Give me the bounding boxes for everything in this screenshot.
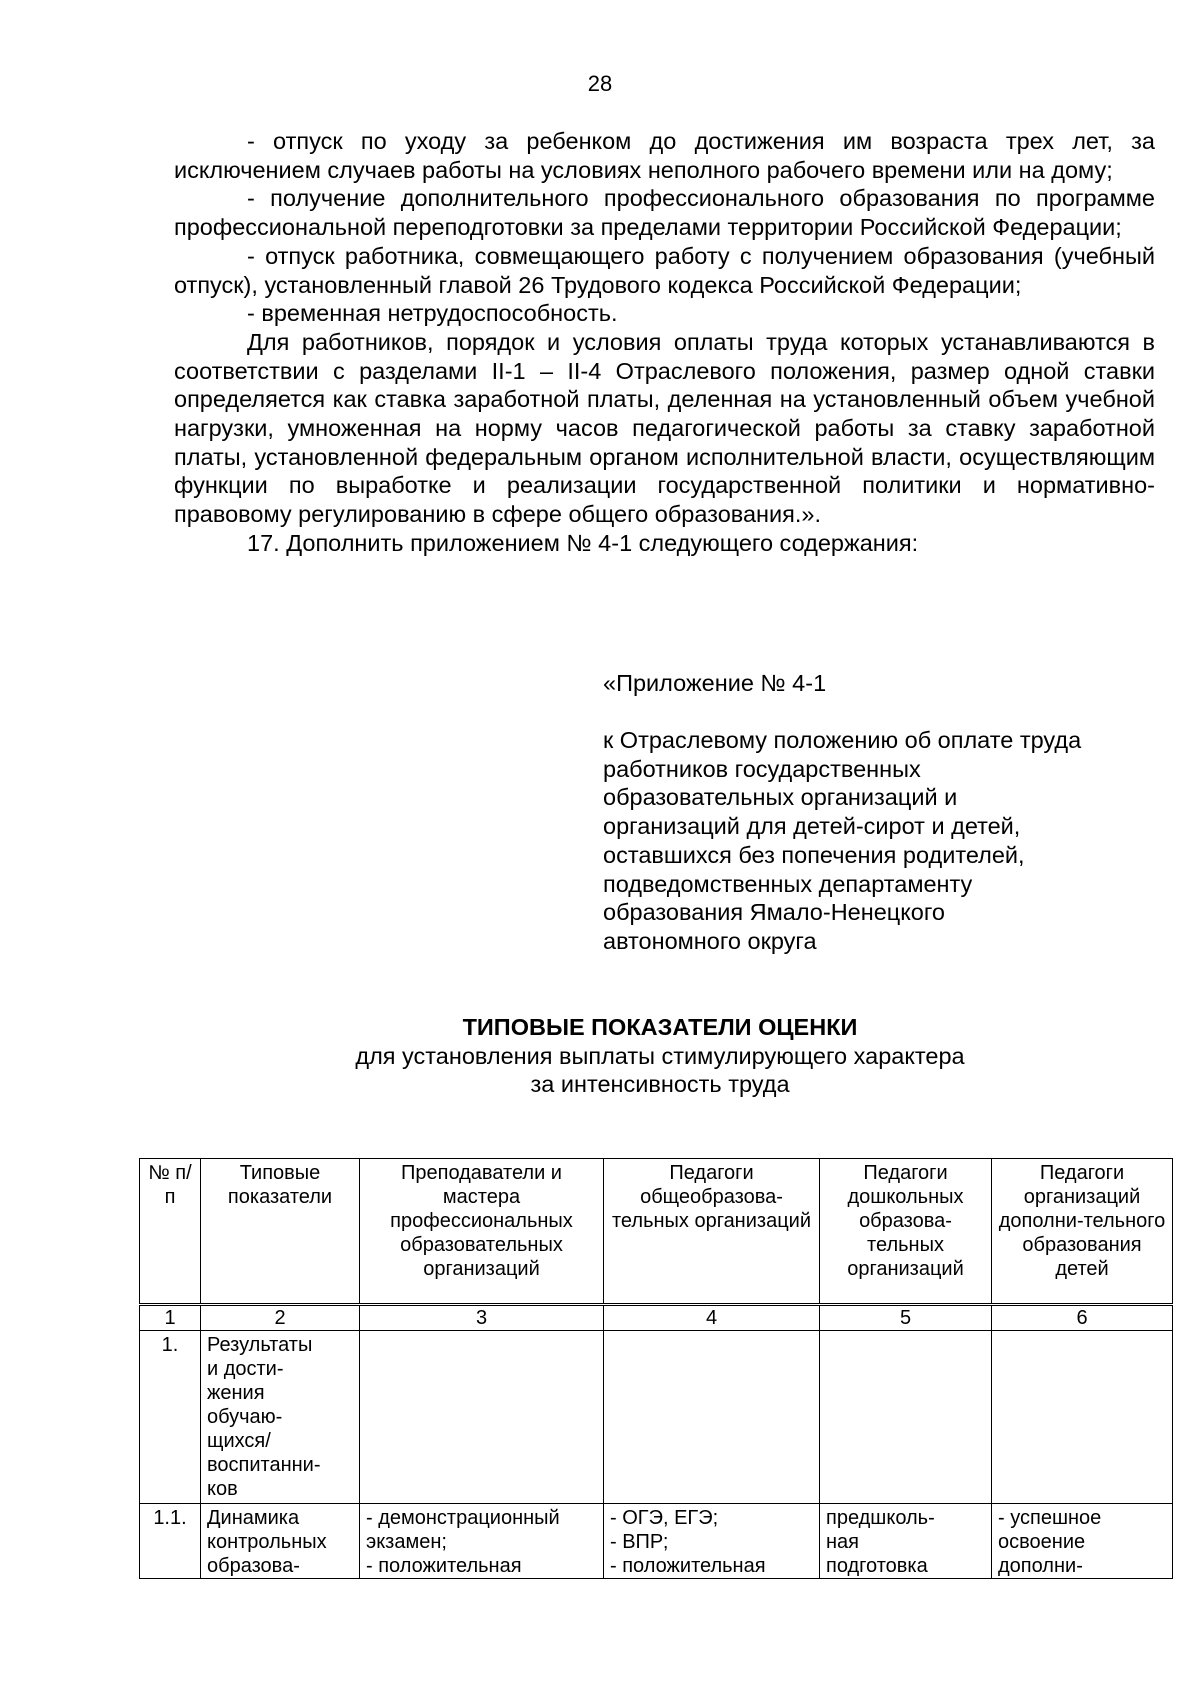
cell-line: - ОГЭ, ЕГЭ; — [610, 1507, 719, 1529]
row-cell-additional — [992, 1504, 1173, 1579]
row-number: 1.1. — [140, 1504, 201, 1579]
paragraph: 17. Дополнить приложением № 4-1 следующего содержания: — [247, 529, 919, 556]
column-number: 2 — [201, 1305, 360, 1331]
paragraph: - временная нетрудоспособность. — [247, 300, 618, 327]
cell-line: экзамен; — [366, 1531, 447, 1553]
cell-line: освоение — [998, 1531, 1086, 1553]
annex-line: работников государственных — [603, 755, 921, 782]
paragraph: Для работников, порядок и условия оплаты труда которых устанавливаются в соответствии с разделами II-1 – II-4 Отраслевого положения, размер одной ставки определяется как ставка заработной платы, деленная на установленный объем учебной нагрузки, умноженная на норму часов педагогической работы за ставку заработной платы, установленной федеральным органом исполнительной власти, осуществляющим функции по выработке и реализации государственной политики и нормативно-правовому регулированию в сфере общего образования.». — [174, 328, 1155, 528]
header-cell-indicators: Типовые показатели — [201, 1159, 360, 1305]
column-number: 4 — [604, 1305, 820, 1331]
paragraph: - получение дополнительного профессионального образования по программе профессиональной переподготовки за пределами территории Российской Федерации; — [174, 185, 1155, 241]
annex-line: подведомственных департаменту — [603, 870, 973, 897]
row-cell-empty — [992, 1331, 1173, 1504]
header-cell-teachers-preschool: Педагоги дошкольных образова-тельных организаций — [820, 1159, 992, 1305]
cell-line: - положительная — [366, 1555, 522, 1577]
row-number: 1. — [140, 1331, 201, 1504]
cell-line: образова- — [207, 1555, 300, 1577]
row-cell-vocational — [360, 1504, 604, 1579]
annex-line: образования Ямало-Ненецкого — [603, 899, 945, 926]
cell-line: жения — [207, 1382, 265, 1404]
cell-line: и дости- — [207, 1358, 284, 1380]
cell-line: ков — [207, 1478, 238, 1500]
column-number: 5 — [820, 1305, 992, 1331]
cell-line: воспитанни- — [207, 1454, 321, 1476]
annex-line: автономного округа — [603, 927, 817, 954]
heading-subtitle: за интенсивность труда — [530, 1071, 790, 1097]
cell-line: Результаты — [207, 1334, 313, 1356]
table-heading — [0, 1013, 1200, 1099]
column-number: 6 — [992, 1305, 1173, 1331]
cell-line: - положительная — [610, 1555, 766, 1577]
cell-line: - демонстрационный — [366, 1507, 560, 1529]
page-number: 28 — [587, 71, 613, 96]
cell-line: ная — [826, 1531, 859, 1553]
annex-line: организаций для детей-сирот и детей, — [603, 813, 1021, 840]
annex-body — [603, 726, 1163, 956]
cell-line: - успешное — [998, 1507, 1102, 1529]
heading-subtitle: для установления выплаты стимулирующего характера — [355, 1042, 965, 1069]
column-number-row — [140, 1305, 1173, 1331]
header-cell-teachers-additional: Педагоги организаций дополни-тельного образования детей — [992, 1159, 1173, 1305]
cell-line: дополни- — [998, 1555, 1083, 1577]
paragraph: - отпуск работника, совмещающего работу с получением образования (учебный отпуск), установленный главой 26 Трудового кодекса Российской Федерации; — [174, 242, 1155, 298]
row-indicator — [201, 1504, 360, 1579]
column-number: 1 — [140, 1305, 201, 1331]
header-cell-teachers-vocational: Преподаватели и мастера профессиональных образовательных организаций — [360, 1159, 604, 1305]
annex-line: образовательных организаций и — [603, 784, 958, 811]
row-cell-empty — [360, 1331, 604, 1504]
body-text — [174, 127, 1155, 558]
paragraph: - отпуск по уходу за ребенком до достижения им возраста трех лет, за исключением случаев работы на условиях неполного рабочего времени или на дому; — [174, 128, 1155, 183]
table-header-row — [140, 1159, 1173, 1305]
cell-line: предшколь- — [826, 1507, 935, 1529]
cell-line: обучаю- — [207, 1406, 283, 1428]
row-cell-preschool — [820, 1504, 992, 1579]
row-cell-empty — [604, 1331, 820, 1504]
table-row — [140, 1331, 1173, 1504]
cell-line: подготовка — [826, 1555, 928, 1577]
column-number: 3 — [360, 1305, 604, 1331]
table-row — [140, 1504, 1173, 1579]
row-cell-empty — [820, 1331, 992, 1504]
heading-title: ТИПОВЫЕ ПОКАЗАТЕЛИ ОЦЕНКИ — [462, 1014, 858, 1040]
annex-line: к Отраслевому положению об оплате труда — [603, 727, 1082, 753]
row-cell-general — [604, 1504, 820, 1579]
cell-line: Динамика — [207, 1507, 300, 1529]
annex-line: оставшихся без попечения родителей, — [603, 841, 1025, 868]
row-indicator — [201, 1331, 360, 1504]
header-cell-number: № п/п — [140, 1159, 201, 1305]
annex-title: «Приложение № 4-1 — [603, 670, 827, 696]
header-cell-teachers-general: Педагоги общеобразова-тельных организаций — [604, 1159, 820, 1305]
cell-line: щихся/ — [207, 1430, 271, 1452]
indicators-table — [139, 1158, 1173, 1579]
cell-line: контрольных — [207, 1531, 327, 1553]
cell-line: - ВПР; — [610, 1531, 669, 1553]
